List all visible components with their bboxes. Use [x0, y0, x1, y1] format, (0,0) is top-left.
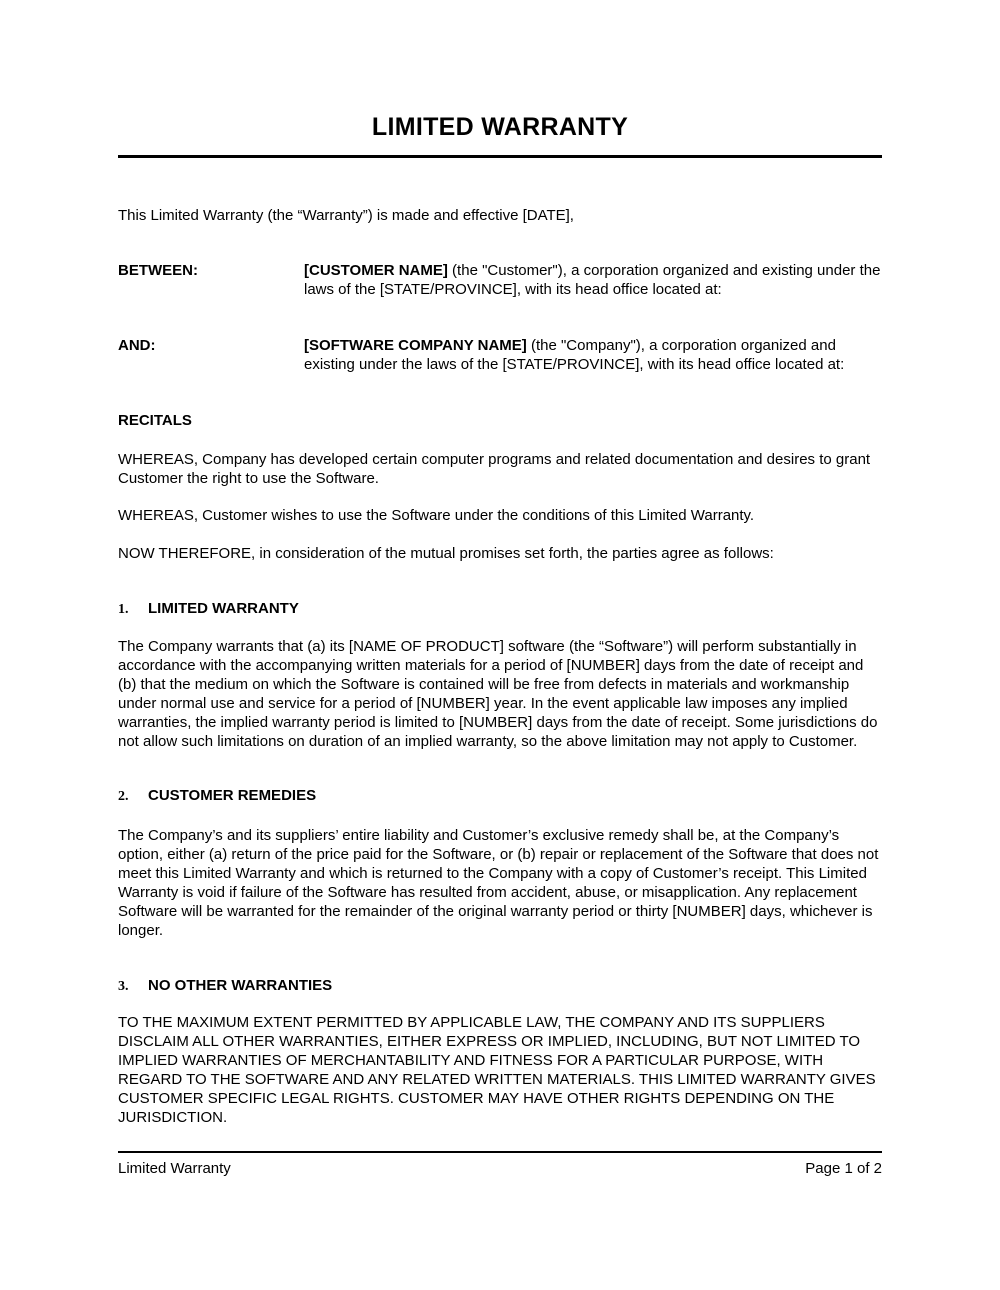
- section-no-other-warranties: [118, 976, 882, 1127]
- section-2-number: 2.: [118, 789, 129, 804]
- party-label-between: BETWEEN:: [118, 262, 198, 279]
- customer-description: (the "Customer"), a corporation organized and existing under the laws of the [STATE/PROVINCE], with its head office located at:: [304, 262, 881, 298]
- footer-page-number: Page 1 of 2: [805, 1160, 882, 1177]
- section-1-heading: [118, 599, 882, 619]
- section-1-number: 1.: [118, 602, 129, 617]
- party-text-customer: [304, 261, 882, 299]
- title-divider: [118, 155, 882, 158]
- company-name-placeholder: [SOFTWARE COMPANY NAME]: [304, 337, 527, 354]
- party-row-and: [118, 336, 882, 374]
- company-description: (the "Company"), a corporation organized and existing under the laws of the [STATE/PROVINCE], with its head office located at:: [304, 337, 845, 373]
- recital-paragraph-2: WHEREAS, Customer wishes to use the Software under the conditions of this Limited Warranty.: [118, 507, 755, 524]
- party-text-company: [304, 336, 882, 374]
- section-limited-warranty: [118, 599, 882, 751]
- section-1-title: LIMITED WARRANTY: [148, 600, 299, 617]
- recitals-heading: RECITALS: [118, 412, 192, 429]
- party-label-and: AND:: [118, 337, 156, 354]
- section-3-body: TO THE MAXIMUM EXTENT PERMITTED BY APPLICABLE LAW, THE COMPANY AND ITS SUPPLIERS DISCLAIM ALL OTHER WARRANTIES, EITHER EXPRESS OR IMPLIED, INCLUDING, BUT NOT LIMITED TO IMPLIED WARRANTIES OF MERCHANTABILITY AND FITNESS FOR A PARTICULAR PURPOSE, WITH REGARD TO THE SOFTWARE AND ANY RELATED WRITTEN MATERIALS. THIS LIMITED WARRANTY GIVES CUSTOMER SPECIFIC LEGAL RIGHTS. CUSTOMER MAY HAVE OTHER RIGHTS DEPENDING ON THE JURISDICTION.: [118, 1014, 876, 1126]
- page-footer: [118, 1159, 882, 1178]
- section-1-body: The Company warrants that (a) its [NAME OF PRODUCT] software (the “Software”) will perform substantially in accordance with the accompanying written materials for a period of [NUMBER] days from the date of receipt and (b) that the medium on which the Software is contained will be free from defects in materials and workmanship under normal use and service for a period of [NUMBER] year. In the event applicable law imposes any implied warranties, the implied warranty period is limited to [NUMBER] days from the date of receipt. Some jurisdictions do not allow such limitations on duration of an implied warranty, so the above limitation may not apply to Customer.: [118, 638, 878, 750]
- section-3-number: 3.: [118, 979, 129, 994]
- section-2-heading: [118, 786, 882, 806]
- document-title: LIMITED WARRANTY: [371, 113, 629, 141]
- section-3-title: NO OTHER WARRANTIES: [148, 977, 333, 994]
- section-3-heading: [118, 976, 882, 996]
- footer-divider: [118, 1151, 882, 1153]
- party-row-between: [118, 261, 882, 299]
- recital-paragraph-1: WHEREAS, Company has developed certain computer programs and related documentation and desires to grant Customer the right to use the Software.: [118, 451, 871, 487]
- section-2-body: The Company’s and its suppliers’ entire liability and Customer’s exclusive remedy shall be, at the Company’s option, either (a) return of the price paid for the Software, or (b) repair or replacement of the Software that does not meet this Limited Warranty and which is returned to the Company with a copy of Customer’s receipt. This Limited Warranty is void if failure of the Software has resulted from accident, abuse, or misapplication. Any replacement Software will be warranted for the remainder of the original warranty period or thirty [NUMBER] days, whichever is longer.: [118, 827, 879, 939]
- intro-paragraph: This Limited Warranty (the “Warranty”) is made and effective [DATE],: [118, 207, 574, 224]
- footer-document-name: Limited Warranty: [118, 1160, 231, 1177]
- section-2-title: CUSTOMER REMEDIES: [148, 787, 317, 804]
- customer-name-placeholder: [CUSTOMER NAME]: [304, 262, 448, 279]
- section-customer-remedies: [118, 786, 882, 940]
- recital-paragraph-3: NOW THEREFORE, in consideration of the mutual promises set forth, the parties agree as follows:: [118, 545, 774, 562]
